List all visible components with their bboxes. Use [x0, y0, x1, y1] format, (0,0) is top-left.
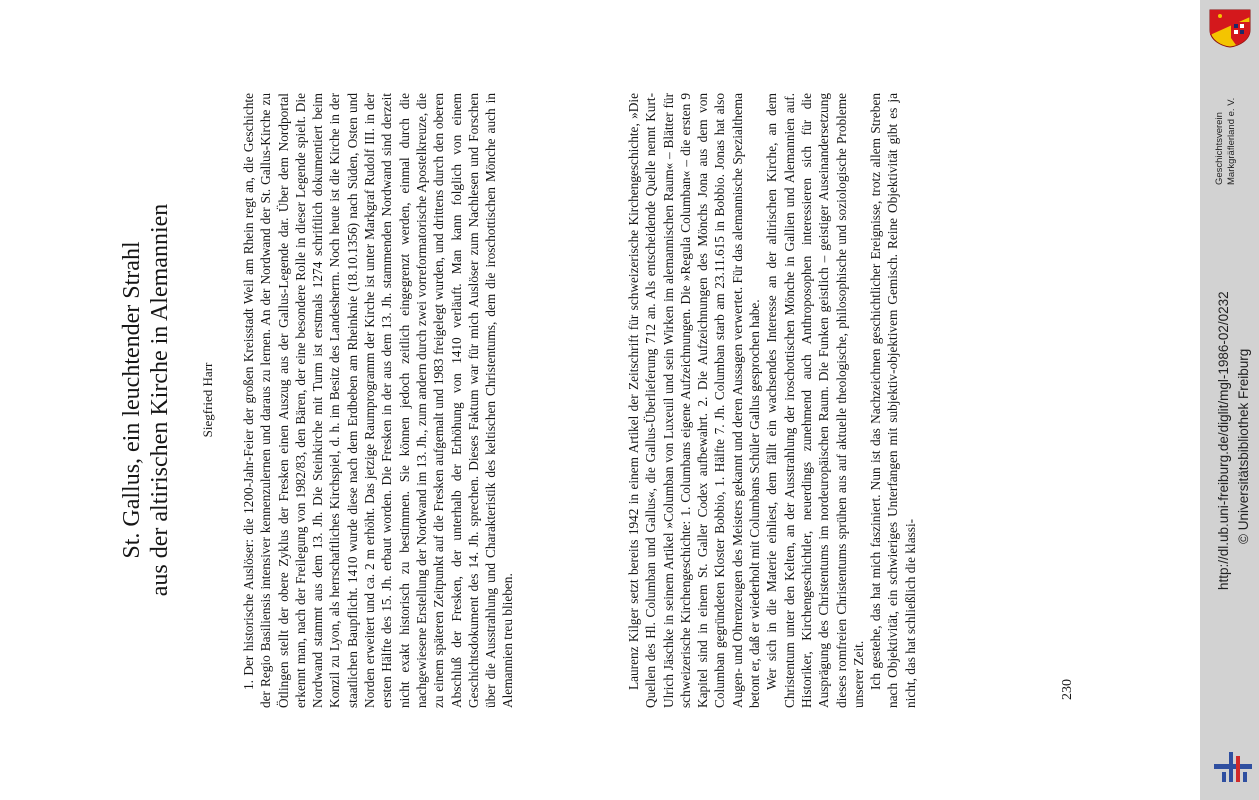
copyright-notice: © Universitätsbibliothek Freiburg	[1236, 348, 1251, 544]
paragraph-3: Wer sich in die Materie einliest, dem fällt ein wachsendes Interesse an der altirischen Kirche, an dem Christentum unter den Kelten, an der Ausstrahlung der iroschottischen Mönche in Gallien und Alemannien auf. Historiker, Kirchengeschichtler, neuerdings zunehmend auch Anthroposophen interessieren sich für die Ausprägung des Christentums im nordeuropäischen Raum. Die Funken geistlich – geistiger Auseinandersetzung dieses romfreien Christentums sprühen aus auf aktuelle theologische, philosophische und soziologische Probleme unserer Zeit.	[764, 93, 866, 708]
document-url-link[interactable]: http://dl.ub.uni-freiburg.de/diglit/mgl-1986-02/0232	[1216, 291, 1231, 590]
library-sidebar	[1200, 0, 1259, 800]
article-title-line-1: St. Gallus, ein leuchtender Strahl	[119, 241, 145, 559]
society-name-line-2: Markgräflerland e. V.	[1226, 97, 1237, 185]
page-number: 230	[1060, 679, 1075, 700]
university-logo-icon	[1212, 748, 1254, 788]
paragraph-1: 1. Der historische Auslöser: die 1200-Jahr-Feier der großen Kreisstadt Weil am Rhein regt an, die Geschichte der Regio Basiliensis intensiver kennenzulernen und daraus zu lernen. An der Nordwand der St. Gallus-Kirche zu Ötlingen stellt der obere Zyklus der Fresken einen Auszug aus der Gallus-Legende dar. Über dem Nordportal erkennt man, nach der Freilegung von 1982/83, den Bären, der eine besondere Rolle in dieser Legende spielt. Die Nordwand stammt aus dem 13. Jh. Die Steinkirche mit Turm ist erstmals 1274 schriftlich dokumentiert beim Konzil zu Lyon, als herrschaftliches Kirchspiel, d. h. im Besitz des Landesherrn. Noch heute ist die Kirche in der staatlichen Baupflicht. 1410 wurde diese nach dem Erdbeben am Rheinknie (18.10.1356) nach Süden, Osten und Norden erweitert und ca. 2 m erhöht. Das jetzige Raumprogramm der Kirche ist unter Markgraf Rudolf III. in der ersten Hälfte des 15. Jh. erbaut worden. Die Fresken in der aus dem 13. Jh. stammenden Nordwand sind derzeit nicht exakt historisch zu bestimmen. Sie können jedoch zeitlich eingegrenzt werden, einmal durch die nachgewiesene Erstellung der Nordwand im 13. Jh., zum andern durch zwei vorreformatorische Apostelkreuze, die zu einem späteren Zeitpunkt auf die Fresken aufgemalt und 1983 freigelegt wurden, und drittens durch den oberen Abschluß der Fresken, der unterhalb der Erhöhung von 1410 verläuft. Man kann folglich von einem Geschichtsdokument des 14. Jh. sprechen. Dieses Faktum war für mich Auslöser zum Nachlesen und Forschen über die Ausstrahlung und Charakteristik des keltischen Christentums, dem die iroschottischen Mönche auch in Alemannien treu blieben.	[241, 93, 516, 708]
paragraph-2: Laurenz Kilger setzt bereits 1942 in einem Artikel der Zeitschrift für schweizerische Kirchengeschichte, »Die Quellen des Hl. Columban und Gallus«, die Gallus-Überlieferung 712 an. Als entscheidende Quelle nennt Kurt-Ulrich Jäschke in seinem Artikel »Columban von Luxeuil und sein Wirken im alemannischen Raum« – Blätter für schweizerische Kirchengeschichte: 1. Columbans eigene Aufzeichnungen. Die »Regula Columban« – die ersten 9 Kapitel sind in einem St. Galler Codex aufbewahrt. 2. Die Aufzeichnungen des Mönchs Jona aus dem von Columban gegründeten Kloster Bobbio, 1. Hälfte 7. Jh. Columban starb am 23.11.615 in Bobbio. Jonas hat also Augen- und Ohrenzeugen des Meisters gekannt und deren Aussagen verwertet. Für das alemannische Spezialthema betont er, daß er wiederholt mit Columbans Schüler Gallus gesprochen habe.	[626, 93, 763, 708]
paragraph-4: Ich gestehe, das hat mich fasziniert. Nun ist das Nachzeichnen geschichtlicher Ereignisse, trotz allem Streben nach Objektivität, ein schwieriges Unterfangen mit subjektiv-objektivem Gemisch. Reine Objektivität gibt es ja nicht, das hat schließlich die klassi-	[868, 93, 918, 708]
society-name-line-1: Geschichtsverein	[1214, 112, 1225, 185]
article-body	[240, 93, 517, 708]
article-title-line-2: aus der altirischen Kirche in Alemannien	[147, 203, 173, 597]
article-author: Siegfried Harr	[200, 362, 215, 438]
coat-of-arms-icon	[1207, 8, 1253, 48]
article-body-continued	[625, 93, 919, 708]
